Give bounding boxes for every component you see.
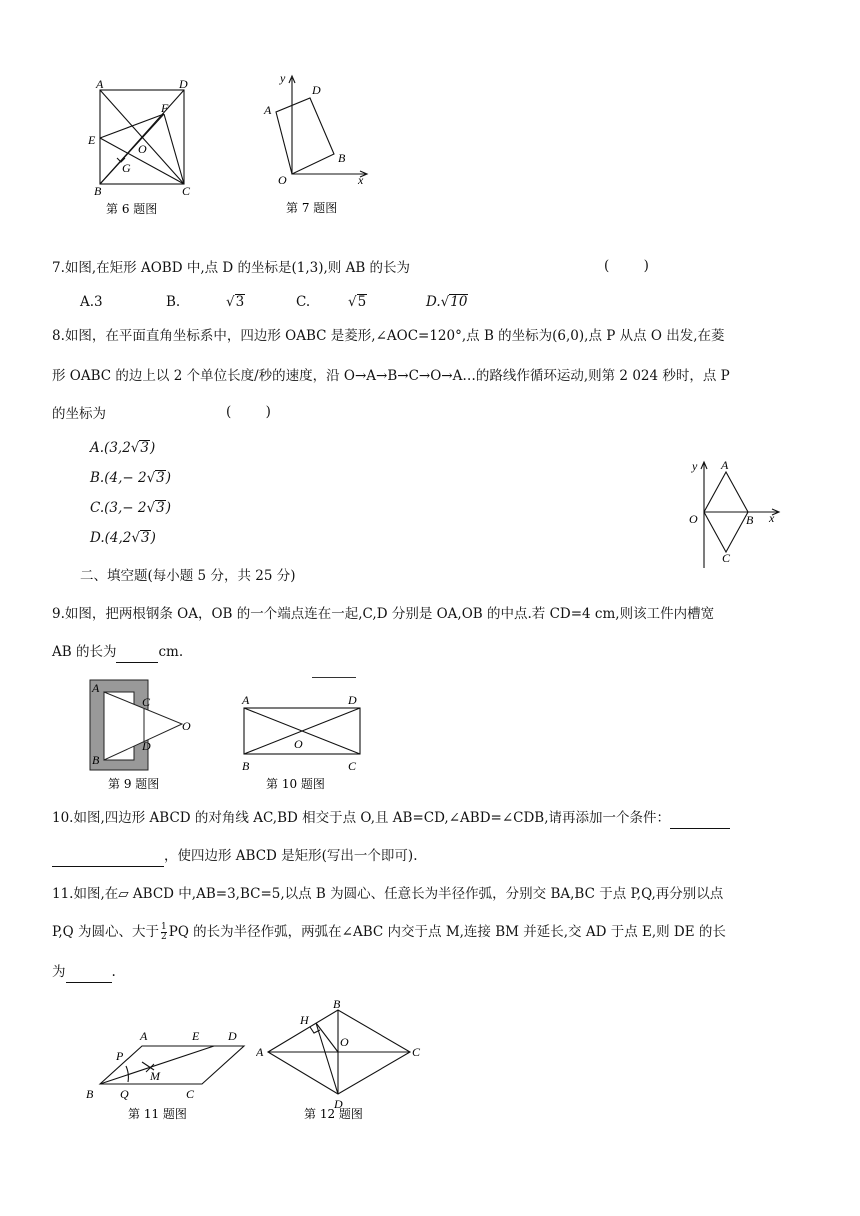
q7-option-d-radicand: 10	[450, 294, 468, 310]
fig9-label-b: B	[92, 753, 100, 767]
q7-option-b-radicand: 3	[235, 294, 245, 310]
q10-line-2-text: ，使四边形 ABCD 是矩形(写出一个即可).	[164, 848, 418, 864]
fig9-caption: 第 9 题图	[108, 777, 160, 791]
q9-line-2-pre: AB 的长为	[52, 644, 117, 660]
q10-line-1-text: 10.如图,四边形 ABCD 的对角线 AC,BD 相交于点 O,且 AB=CD,∠ABD=∠CDB,请再添加一个条件：	[52, 810, 671, 826]
figure-8	[684, 456, 784, 574]
fig7-caption: 第 7 题图	[286, 201, 338, 215]
fig10-label-c: C	[348, 759, 357, 773]
fig7-label-d: D	[312, 83, 321, 97]
q8-option-a: A.(3,2√3)	[90, 440, 156, 456]
q11-line-3-pre: 为	[52, 964, 66, 980]
fig11-label-b: B	[86, 1087, 94, 1101]
fig12-label-o: O	[340, 1035, 349, 1049]
q8-answer-paren: ( )	[226, 404, 271, 420]
fig6-label-b: B	[94, 184, 102, 198]
q7-option-c-value: √5	[348, 294, 367, 310]
fig6-label-a: A	[96, 77, 104, 91]
fig6-label-d: D	[179, 77, 188, 91]
decorative-rule	[312, 677, 356, 678]
fig11-label-m: M	[150, 1069, 160, 1083]
fig10-label-o: O	[294, 737, 303, 751]
q7-option-b-value: √3	[226, 294, 245, 310]
q7-option-c-radicand: 5	[357, 294, 367, 310]
fig12-label-a: A	[256, 1045, 264, 1059]
fig7-label-o: O	[278, 173, 287, 187]
fig7-label-b: B	[338, 151, 346, 165]
q11-line-2	[52, 922, 726, 942]
q11-line-2-post: PQ 的长为半径作弧，两弧在∠ABC 内交于点 M,连接 BM 并延长,交 AD 于点 E,则 DE 的长	[168, 924, 726, 940]
q11-line-2-pre: P,Q 为圆心、大于	[52, 924, 159, 940]
q11-fraction-numerator: 1	[161, 922, 167, 932]
figure-7	[262, 70, 372, 220]
fig6-label-c: C	[182, 184, 191, 198]
q11-fraction	[161, 923, 167, 942]
q7-option-a: A.3	[80, 294, 103, 310]
figure-9	[82, 678, 202, 794]
fig7-label-x: x	[358, 173, 364, 187]
fig11-label-q: Q	[120, 1087, 129, 1101]
q8-line-3: 的坐标为	[52, 406, 106, 422]
fig6-label-e: E	[88, 133, 96, 147]
fig11-caption: 第 11 题图	[128, 1107, 187, 1121]
fig7-label-y: y	[280, 71, 286, 85]
fig12-label-b: B	[333, 1000, 341, 1011]
fig8-label-o: O	[689, 512, 698, 526]
q7-option-d-label: D.	[426, 294, 441, 310]
fig8-label-a: A	[721, 458, 729, 472]
q8-option-c: C.(3,− 2√3)	[90, 500, 171, 516]
q9-line-2	[52, 642, 183, 663]
figure-6	[84, 76, 204, 221]
q7-option-d: D.√10	[426, 294, 468, 310]
fig8-label-c: C	[722, 551, 731, 565]
fig6-caption: 第 6 题图	[106, 202, 158, 216]
figure-10	[236, 690, 372, 794]
fig11-label-a: A	[140, 1030, 148, 1043]
fig11-label-p: P	[116, 1049, 124, 1063]
q8-line-1: 8.如图，在平面直角坐标系中，四边形 OABC 是菱形,∠AOC=120°,点 B 的坐标为(6,0),点 P 从点 O 出发,在菱	[52, 328, 725, 344]
fig11-label-c: C	[186, 1087, 195, 1101]
fig9-label-a: A	[92, 681, 100, 695]
fig8-label-b: B	[746, 513, 754, 527]
fig11-label-e: E	[192, 1030, 200, 1043]
fig9-label-d: D	[142, 739, 151, 753]
figure-11	[84, 1030, 254, 1126]
q11-line-3	[52, 962, 116, 983]
q11-line-1: 11.如图,在▱ ABCD 中,AB=3,BC=5,以点 B 为圆心、任意长为半径作弧，分别交 BA,BC 于点 P,Q,再分别以点	[52, 886, 724, 902]
q8-option-b: B.(4,− 2√3)	[90, 470, 172, 486]
fig12-caption: 第 12 题图	[304, 1107, 363, 1121]
q10-line-2	[52, 846, 417, 867]
q11-fraction-denominator: 2	[161, 932, 167, 942]
fig12-label-h: H	[300, 1013, 309, 1027]
section-2-heading: 二、填空题(每小题 5 分，共 25 分)	[80, 568, 296, 584]
fig11-label-d: D	[228, 1030, 237, 1043]
q8-option-d: D.(4,2√3)	[90, 530, 156, 546]
q10-answer-blank-1[interactable]	[670, 808, 730, 829]
fig10-label-a: A	[242, 693, 250, 707]
fig8-label-y: y	[692, 459, 698, 473]
fig9-label-c: C	[142, 695, 151, 709]
q10-answer-blank-2[interactable]	[52, 846, 164, 867]
q9-line-1: 9.如图，把两根钢条 OA，OB 的一个端点连在一起,C,D 分别是 OA,OB 的中点.若 CD=4 cm,则该工件内槽宽	[52, 606, 715, 622]
fig12-label-d: D	[334, 1097, 343, 1111]
figure-12	[256, 1000, 432, 1126]
q11-answer-blank[interactable]	[66, 962, 112, 983]
fig10-label-b: B	[242, 759, 250, 773]
fig8-label-x: x	[769, 511, 775, 525]
q9-line-2-post: cm.	[158, 644, 184, 660]
q7-option-b-label: B.	[166, 294, 181, 310]
fig9-label-o: O	[182, 719, 191, 733]
q10-line-1	[52, 808, 730, 829]
fig6-label-o: O	[138, 142, 147, 156]
fig6-label-f: F	[161, 101, 169, 115]
fig10-caption: 第 10 题图	[266, 777, 325, 791]
fig7-label-a: A	[264, 103, 272, 117]
q11-line-3-post: .	[111, 964, 116, 980]
fig12-label-c: C	[412, 1045, 421, 1059]
q9-answer-blank[interactable]	[116, 642, 158, 663]
q8-line-2: 形 OABC 的边上以 2 个单位长度/秒的速度，沿 O→A→B→C→O→A…的路线作循环运动,则第 2 024 秒时，点 P	[52, 368, 730, 384]
fig6-label-g: G	[122, 161, 131, 175]
q7-stem: 7.如图,在矩形 AOBD 中,点 D 的坐标是(1,3),则 AB 的长为	[52, 260, 411, 276]
q7-answer-paren: ( )	[604, 258, 649, 274]
fig10-label-d: D	[348, 693, 357, 707]
q7-option-c-label: C.	[296, 294, 311, 310]
